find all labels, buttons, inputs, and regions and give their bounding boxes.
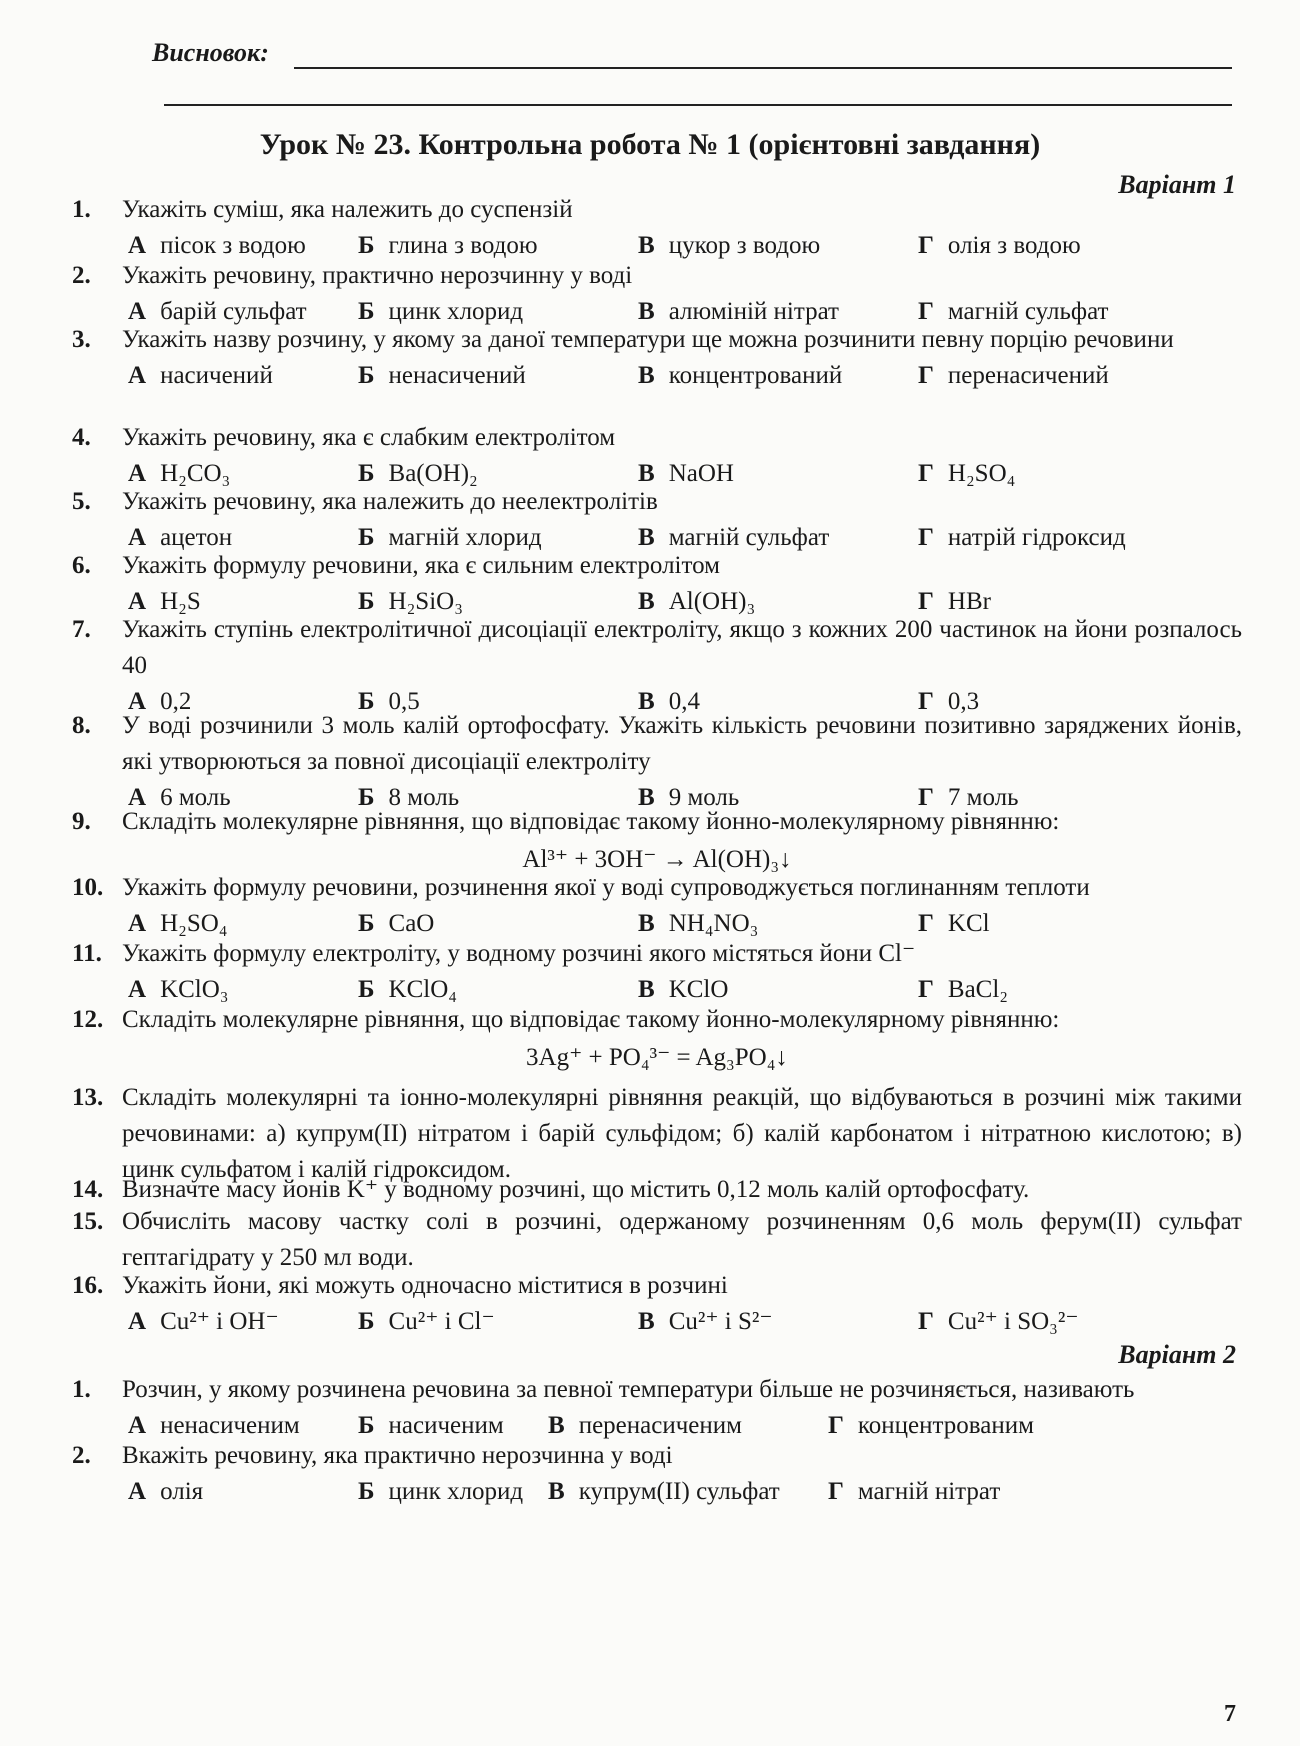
conclusion-row [152, 38, 1232, 78]
option-b: Б KClO₄ [358, 976, 457, 1003]
variant-2-heading: Варіант 2 [1118, 1340, 1236, 1369]
question-text: Укажіть формулу речовини, яка є сильним електролітом [122, 552, 720, 579]
option-b: Б Ba(OH)₂ [358, 460, 478, 487]
question-number: 2. [72, 1442, 91, 1469]
question-number: 12. [72, 1006, 104, 1033]
question-5 [72, 484, 1242, 556]
variant-2-question-1 [72, 1372, 1242, 1444]
option-b: Б H₂SiO₃ [358, 588, 463, 615]
answer-options [128, 358, 1242, 394]
question-12 [72, 1002, 1242, 1076]
option-c: В концентрований [638, 362, 843, 389]
option-b: Б насиченим [358, 1412, 504, 1439]
ionic-equation: 3Ag⁺ + PO₄³⁻ = Ag₃PO₄↓ [526, 1044, 788, 1071]
page-title: Урок № 23. Контрольна робота № 1 (орієнтовні завдання) [259, 128, 1041, 161]
option-a: А ацетон [128, 524, 233, 551]
question-8 [72, 708, 1242, 816]
question-14 [72, 1172, 1242, 1208]
option-c: В 0,4 [638, 688, 700, 715]
option-b: Б глина з водою [358, 232, 538, 259]
option-c: В Al(OH)₃ [638, 588, 756, 615]
question-15 [72, 1204, 1242, 1276]
question-text: Складіть молекулярне рівняння, що відповідає такому йонно-молекулярному рівнянню: [122, 1006, 1060, 1033]
option-d: Г перенасичений [918, 362, 1109, 389]
variant-2-question-2 [72, 1438, 1242, 1510]
question-number: 13. [72, 1084, 104, 1111]
question-text: Укажіть формулу речовини, розчинення якої у воді супроводжується поглинанням теплоти [122, 874, 1090, 901]
question-number: 11. [72, 940, 102, 967]
conclusion-line [294, 67, 1232, 69]
question-4 [72, 420, 1242, 492]
conclusion-line-2 [164, 104, 1232, 106]
question-number: 10. [72, 874, 104, 901]
question-11 [72, 936, 1242, 1008]
page-number: 7 [1224, 1701, 1236, 1727]
option-a: А олія [128, 1478, 204, 1505]
question-text: Укажіть суміш, яка належить до суспензій [122, 196, 573, 223]
option-a: А H₂S [128, 588, 201, 615]
option-d: Г BaCl₂ [918, 976, 1009, 1003]
option-a: А 6 моль [128, 784, 231, 811]
option-c: В перенасиченим [548, 1412, 742, 1439]
option-d: Г натрій гідроксид [918, 524, 1126, 551]
option-c: В Cu²⁺ і S²⁻ [638, 1308, 773, 1335]
option-c: В NaOH [638, 460, 734, 487]
option-c: В NH₄NO₃ [638, 910, 759, 937]
option-c: В магній сульфат [638, 524, 830, 551]
question-number: 7. [72, 616, 91, 643]
answer-options [128, 1474, 1242, 1510]
question-text: Розчин, у якому розчинена речовина за певної температури більше не розчиняється, називають [122, 1376, 1135, 1403]
option-a: А H₂CO₃ [128, 460, 231, 487]
question-text: Укажіть формулу електроліту, у водному розчині якого містяться йони Cl⁻ [122, 940, 916, 967]
question-text: Укажіть речовину, практично нерозчинну у воді [122, 262, 633, 289]
question-text: Укажіть йони, які можуть одночасно міститися в розчині [122, 1272, 728, 1299]
option-b: Б магній хлорид [358, 524, 542, 551]
ionic-equation: Al³⁺ + 3OH⁻ → Al(OH)₃↓ [522, 846, 792, 873]
question-number: 6. [72, 552, 91, 579]
option-a: А KClO₃ [128, 976, 229, 1003]
option-d: Г 7 моль [918, 784, 1019, 811]
option-d: Г KCl [918, 910, 990, 937]
option-a: А Cu²⁺ і OH⁻ [128, 1308, 279, 1335]
option-d: Г 0,3 [918, 688, 980, 715]
question-number: 1. [72, 1376, 91, 1403]
question-text: Складіть молекулярні та іонно-молекулярні рівняння реакцій, що відбуваються в розчині між такими речовинами: а) купрум(ІІ) нітратом і барій сульфідом; б) калій карбонатом і нітратною кислотою; в) цинк сульфатом і калій гідроксидом. [122, 1084, 1242, 1183]
option-d: Г магній сульфат [918, 298, 1109, 325]
question-number: 3. [72, 326, 91, 353]
option-b: Б цинк хлорид [358, 1478, 524, 1505]
option-d: Г H₂SO₄ [918, 460, 1016, 487]
question-number: 14. [72, 1176, 104, 1203]
option-a: А барій сульфат [128, 298, 307, 325]
option-c: В купрум(ІІ) сульфат [548, 1478, 780, 1505]
option-c: В KClO [638, 976, 729, 1003]
question-number: 8. [72, 712, 91, 739]
question-number: 4. [72, 424, 91, 451]
question-text: Укажіть назву розчину, у якому за даної температури ще можна розчинити певну порцію речовини [122, 326, 1174, 353]
conclusion-label: Висновок: [152, 38, 269, 67]
question-2 [72, 258, 1242, 330]
option-a: А пісок з водою [128, 232, 306, 259]
option-b: Б CaO [358, 910, 435, 937]
option-d: Г магній нітрат [828, 1478, 1001, 1505]
option-b: Б 8 моль [358, 784, 460, 811]
question-text: У воді розчинили 3 моль калій ортофосфату. Укажіть кількість речовини позитивно заряджених йонів, які утворюються за повної дисоціації електроліту [122, 712, 1242, 775]
question-text: Складіть молекулярне рівняння, що відповідає такому йонно-молекулярному рівнянню: [122, 808, 1060, 835]
answer-options [128, 1304, 1242, 1340]
variant-1-heading: Варіант 1 [1118, 170, 1236, 199]
option-c: В алюміній нітрат [638, 298, 839, 325]
question-text: Обчисліть масову частку солі в розчині, одержаному розчиненням 0,6 моль ферум(ІІ) сульфат гептагідрату у 250 мл води. [122, 1208, 1242, 1271]
question-10 [72, 870, 1242, 942]
question-text: Укажіть речовину, яка є слабким електролітом [122, 424, 616, 451]
question-number: 15. [72, 1208, 104, 1235]
option-a: А 0,2 [128, 688, 192, 715]
question-text: Визначте масу йонів K⁺ у водному розчині, що містить 0,12 моль калій ортофосфату. [122, 1176, 1030, 1203]
question-1 [72, 192, 1242, 264]
question-text: Укажіть ступінь електролітичної дисоціації електроліту, якщо з кожних 200 частинок на йони розпалось 40 [122, 616, 1242, 679]
option-d: Г олія з водою [918, 232, 1081, 259]
question-7 [72, 612, 1242, 720]
option-c: В 9 моль [638, 784, 740, 811]
option-d: Г концентрованим [828, 1412, 1034, 1439]
question-text: Вкажіть речовину, яка практично нерозчинна у воді [122, 1442, 673, 1469]
question-number: 2. [72, 262, 91, 289]
question-text: Укажіть речовину, яка належить до неелектролітів [122, 488, 658, 515]
question-number: 5. [72, 488, 91, 515]
option-b: Б цинк хлорид [358, 298, 524, 325]
question-6 [72, 548, 1242, 620]
question-number: 16. [72, 1272, 104, 1299]
option-a: А насичений [128, 362, 273, 389]
option-c: В цукор з водою [638, 232, 821, 259]
option-d: Г Cu²⁺ і SO₃²⁻ [918, 1308, 1079, 1335]
option-b: Б Cu²⁺ і Cl⁻ [358, 1308, 495, 1335]
question-9 [72, 804, 1242, 878]
option-b: Б 0,5 [358, 688, 420, 715]
question-3 [72, 322, 1242, 394]
option-d: Г HBr [918, 588, 991, 615]
question-number: 9. [72, 808, 91, 835]
question-number: 1. [72, 196, 91, 223]
option-a: А ненасиченим [128, 1412, 300, 1439]
question-16 [72, 1268, 1242, 1340]
option-a: А H₂SO₄ [128, 910, 228, 937]
option-b: Б ненасичений [358, 362, 526, 389]
